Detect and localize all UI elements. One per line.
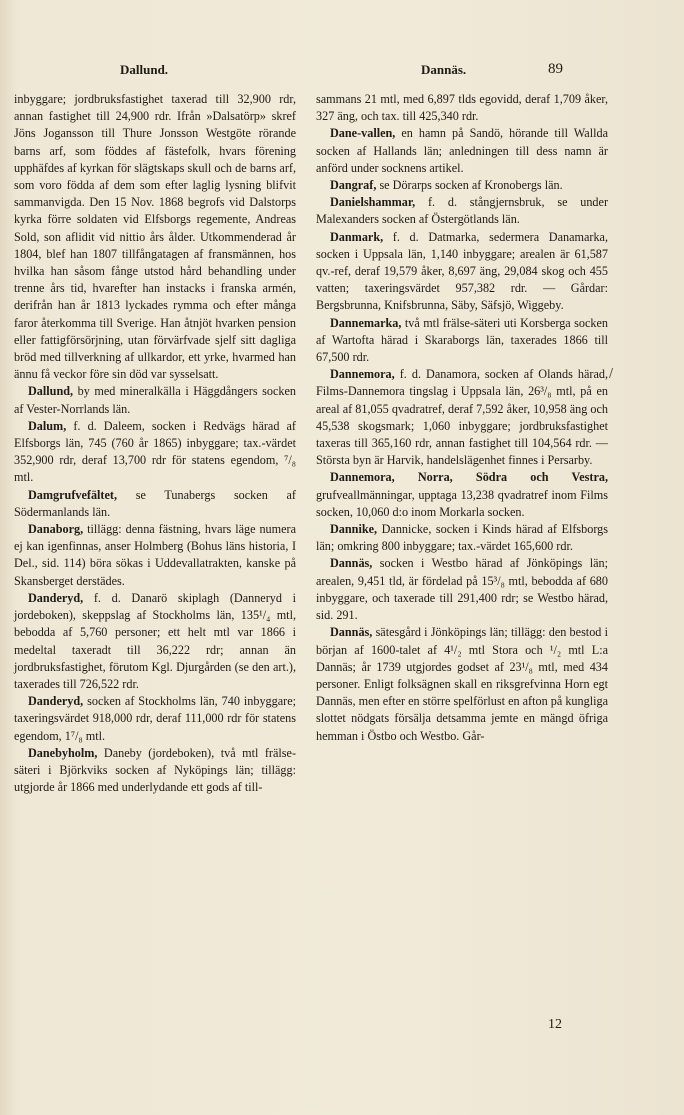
dictionary-entry (316, 177, 608, 194)
entry-text: se Tunabergs socken af Södermanlands län. (14, 487, 296, 519)
entry-text: grufveallmänningar, upptaga 13,238 qvadratref inom Films socken, 10,060 d:o inom Morkarla socken. (316, 487, 608, 519)
dictionary-entry (14, 383, 296, 417)
entry-headword: Danebyholm, (28, 745, 98, 760)
dictionary-entry (14, 487, 296, 521)
entry-headword: Danderyd, (28, 590, 84, 605)
entry-headword: Dannäs, (330, 556, 373, 571)
entry-headword: Danderyd, (28, 694, 84, 709)
dictionary-entry (316, 194, 608, 228)
dictionary-entry (316, 624, 608, 744)
dictionary-entry (14, 521, 296, 590)
entry-text: f. d. Daleem, socken i Redvägs härad af Elfsborgs län, 745 (760 år 1865) inbyggare; tax.-värdet 352,900 rdr, deraf 13,700 rdr för statens egendom, ⁷/₈ mtl. (14, 418, 296, 485)
margin-mark: / (609, 366, 614, 380)
dictionary-entry (316, 229, 608, 315)
dictionary-entry (316, 469, 608, 521)
entry-text: Daneby (jordeboken), två mtl frälse-säteri i Björkviks socken af Nyköpings län; tillägg: utgjorde år 1866 med underlydande ett gods af till- (14, 745, 296, 795)
dictionary-entry (316, 315, 608, 367)
entry-headword: Damgrufvefältet, (28, 487, 118, 502)
entry-headword: Danaborg, (28, 522, 84, 537)
running-header (0, 62, 684, 82)
entry-text: f. d. Danamora, socken af Olands härad, Films-Dannemora tingslag i Uppsala län, 26³/₈ mtl, på en areal af 81,055 qvadratref, deraf 7,592 åker, 10,958 äng och 45,538 skogsmark; 1,060 inbyggare; jordbruksfastighet taxeras till 365,160 rdr, annan fastighet till 104,564 rdr. — Största byn är Harvik, handelslägenhet finnes i Persarby. (316, 367, 608, 468)
dictionary-entry (316, 366, 608, 469)
entry-headword: Dannäs, (330, 625, 373, 640)
header-right-keyword: Dannäs. (421, 62, 467, 77)
entry-headword: Dannemora, (330, 367, 395, 382)
entry-headword: Dangraf, (330, 178, 377, 193)
dictionary-entry (14, 693, 296, 745)
entry-text: tillägg: denna fästning, hvars läge numera ej kan igenfinnas, anser Holmberg (Bohus läns historia, I Del., sid. 114) böra sökas i Uddevallatrakten, kanske på Skansberget derstädes. (14, 522, 296, 588)
entry-headword: Danmark, (330, 229, 384, 244)
entry-text: f. d. Danarö skiplagh (Danneryd i jordeboken), skeppslag af Stockholms län, 135¹/₄ mtl, bebodda af 5,760 personer; ett helt mtl var 1866 i medeltal taxeradt till 36,222 rdr; annan än jordbruksfastighet, förutom Kgl. Djurgården (se den art.), taxerades till 726,522 rdr. (14, 590, 296, 691)
entry-headword: Danielshammar, (330, 195, 416, 210)
dictionary-entry (316, 125, 608, 177)
entry-text: se Dörarps socken af Kronobergs län. (376, 178, 563, 193)
entry-text: Dannicke, socken i Kinds härad af Elfsborgs län; omkring 800 inbyggare; tax.-värdet 165,600 rdr. (316, 522, 608, 554)
entry-headword: Dannemora, Norra, Södra och Vestra, (330, 470, 608, 485)
continued-text (14, 91, 296, 383)
dictionary-entry (14, 745, 296, 797)
entry-text: f. d. Datmarka, sedermera Danamarka, socken i Uppsala län, 1,140 inbyggare; arealen är 61,587 qv.-ref, deraf 19,579 åker, 8,697 äng, 29,084 skog och 455 vatten; taxeringsvärdet 957,382 rdr. — Gårdar: Bergsbrunna, Knifsbrunna, Säby, Säfsjö, Wiggeby. (316, 229, 608, 313)
signature-mark: 12 (548, 1017, 562, 1032)
entry-headword: Dallund, (28, 384, 74, 399)
entry-text: socken i Westbo härad af Jönköpings län; arealen, 9,451 tld, är fördelad på 15³/₈ mtl, bebodda af 680 inbyggare, och taxerade till 291,400 rdr; se Westbo härad, sid. 291. (316, 556, 608, 623)
entry-text: by med mineralkälla i Häggdångers socken af Vester-Norrlands län. (14, 384, 296, 416)
entry-headword: Dane-vallen, (330, 126, 396, 141)
entry-text: socken af Stockholms län, 740 inbyggare; taxeringsvärdet 918,000 rdr, deraf 111,000 rdr för statens egendom, 1⁷/₈ mtl. (14, 694, 296, 743)
dictionary-entry (316, 555, 608, 624)
continued-text (316, 91, 608, 125)
page-number: 89 (548, 61, 563, 77)
entry-text: sätesgård i Jönköpings län; tillägg: den bestod i början af 1600-talet af 4¹/₂ mtl Stora och ¹/₂ mtl L:a Dannäs; år 1739 utgjordes godset af 23¹/₈ mtl, med 434 personer. Enligt folksägnen skall en riksgrefvinna Horn egt Dannäs, men efter en större spelförlust en afton på kungliga slottet nödgats försälja detsamma jemte en mängd öfriga hemman i Östbo och Westbo. Går- (316, 625, 608, 743)
entry-text: en hamn på Sandö, hörande till Wallda socken af Hallands län; anledningen till dess namn är anförd under socknens artikel. (316, 126, 608, 175)
entry-text: två mtl frälse-säteri uti Korsberga socken af Wartofta härad i Skaraborgs län, taxerades 1866 till 67,500 rdr. (316, 315, 608, 365)
entry-text: f. d. stångjernsbruk, se under Malexanders socken af Östergötlands län. (316, 195, 608, 227)
header-left-keyword: Dallund. (120, 62, 169, 77)
entry-headword: Dannemarka, (330, 315, 402, 330)
dictionary-entry (316, 521, 608, 555)
entry-text: inbyggare; jordbruksfastighet taxerad till 32,900 rdr, annan fastighet till 24,900 rdr. Ifrån »Dalsatörp» skref Jöns Jogansson till Thure Jonsson Westgöte rörande barns arf, som föddes af fästefolk, hvars förening upphäfdes af kyrkan för slägtskaps skull och de barns arf, som voro födda af dem som efter laglig lysning blifvit sammanvigda. Den 15 Nov. 1868 begrofs vid Dalstorps kyrka förre soldaten vid Elfsborgs regemente, Andreas Sold, son aflidit vid nittio års ålder. Utkommenderad år 1804, blef han 1807 tillfångatagen af fransmännen, hos hvilka han såsom fånge utstod hård behandling under trenne års tid, hvarefter han instacks i franska armén, derifrån han år 1813 lyckades rymma och efter många faror återkomma till Sverige. Han åtnjöt hvarken pension eller fattigförsörjning, utan förvärfvade sjelf sitt dagliga bröd med tillverkning af ullkardor, ett yrke, hvarmed han ännu få veckor före sin död var sysselsatt. (14, 92, 296, 382)
dictionary-entry (14, 418, 296, 487)
left-column (14, 91, 296, 796)
entry-text: sammans 21 mtl, med 6,897 tlds egovidd, deraf 1,709 åker, 327 äng, och tax. till 425,340 rdr. (316, 92, 608, 124)
entry-headword: Dalum, (28, 418, 67, 433)
entry-headword: Dannike, (330, 522, 378, 537)
right-column (316, 91, 608, 745)
dictionary-entry (14, 590, 296, 693)
